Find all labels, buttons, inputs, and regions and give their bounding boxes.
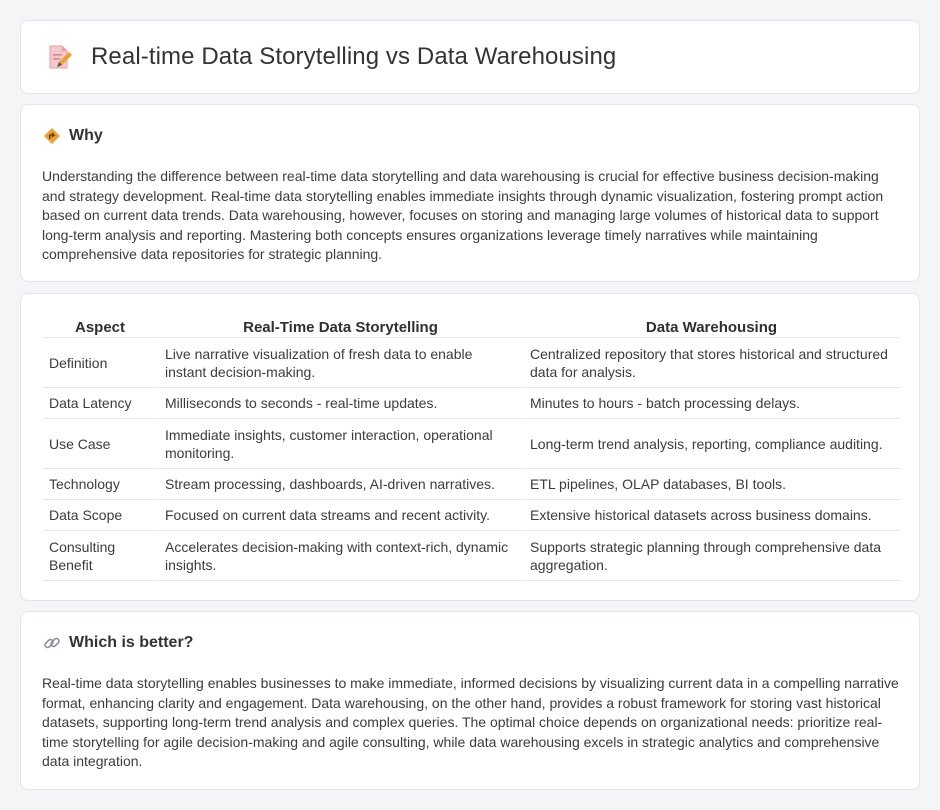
row-real-time: Milliseconds to seconds - real-time updates.	[157, 388, 522, 419]
table-row	[43, 338, 899, 388]
better-heading: Which is better?	[69, 634, 194, 651]
table-header-row	[43, 318, 899, 338]
row-aspect: Use Case	[43, 419, 157, 469]
title-row	[45, 43, 616, 71]
comparison-section	[20, 293, 920, 601]
link-icon	[43, 634, 61, 652]
row-aspect: Definition	[43, 338, 157, 388]
header-real-time: Real-Time Data Storytelling	[157, 318, 522, 338]
row-real-time: Live narrative visualization of fresh data to enable instant decision-making.	[157, 338, 522, 388]
table-row	[43, 500, 899, 531]
table-row	[43, 469, 899, 500]
comparison-table	[43, 318, 899, 581]
why-body: Understanding the difference between real-time data storytelling and data warehousing is crucial for effective business decision-making and strategy development. Real-time data storytelling enables immediate insights through dynamic visualization, fostering prompt action based on current data trends. Data warehousing, however, focuses on storing and managing large volumes of historical data to support long-term analysis and reporting. Mastering both concepts ensures organizations leverage timely narratives while maintaining comprehensive data repositories for strategic planning.	[42, 168, 884, 263]
header-warehousing: Data Warehousing	[522, 318, 899, 338]
title-card	[20, 20, 920, 94]
row-real-time: Focused on current data streams and recent activity.	[157, 500, 522, 531]
header-aspect: Aspect	[43, 318, 157, 338]
row-aspect: Data Scope	[43, 500, 157, 531]
row-aspect: Consulting Benefit	[43, 531, 157, 581]
why-heading: Why	[69, 127, 103, 144]
row-warehousing: Long-term trend analysis, reporting, compliance auditing.	[522, 419, 899, 469]
which-is-better-section	[20, 611, 920, 790]
better-body: Real-time data storytelling enables businesses to make immediate, informed decisions by visualizing current data in a compelling narrative format, enhancing clarity and engagement. Data warehousing, on the other hand, provides a robust framework for storing vast historical datasets, supporting long-term trend analysis and complex queries. The optimal choice depends on organizational needs: prioritize real-time storytelling for agile decision-making and agile consulting, while data warehousing excels in strategic analytics and comprehensive data integration.	[42, 675, 899, 770]
row-real-time: Accelerates decision-making with context-rich, dynamic insights.	[157, 531, 522, 581]
row-real-time: Immediate insights, customer interaction, operational monitoring.	[157, 419, 522, 469]
diamond-sign-icon	[43, 127, 61, 145]
row-warehousing: ETL pipelines, OLAP databases, BI tools.	[522, 469, 899, 500]
better-heading-row	[43, 634, 193, 652]
why-section	[20, 104, 920, 282]
row-warehousing: Extensive historical datasets across business domains.	[522, 500, 899, 531]
why-heading-row	[43, 127, 103, 145]
row-aspect: Technology	[43, 469, 157, 500]
row-warehousing: Supports strategic planning through comprehensive data aggregation.	[522, 531, 899, 581]
table-row	[43, 419, 899, 469]
table-row	[43, 388, 899, 419]
row-warehousing: Centralized repository that stores historical and structured data for analysis.	[522, 338, 899, 388]
document-pencil-icon	[45, 43, 73, 71]
row-warehousing: Minutes to hours - batch processing delays.	[522, 388, 899, 419]
row-aspect: Data Latency	[43, 388, 157, 419]
row-real-time: Stream processing, dashboards, AI-driven narratives.	[157, 469, 522, 500]
table-row	[43, 531, 899, 581]
page-title: Real-time Data Storytelling vs Data Warehousing	[91, 43, 617, 70]
